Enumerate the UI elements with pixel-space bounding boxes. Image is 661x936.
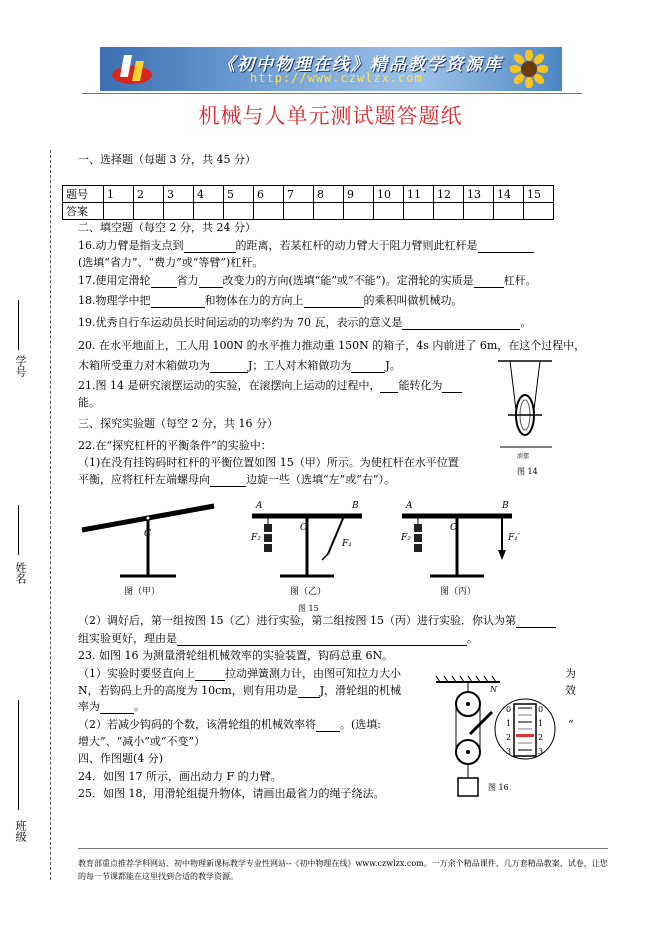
svg-text:F₁′: F₁′ [508, 533, 520, 543]
svg-text:1: 1 [538, 719, 544, 728]
answer-table [62, 185, 554, 220]
svg-text:O: O [450, 523, 458, 533]
question-20-line2: 木箱所受重力对木箱做功为 J；工人对木箱做功为 J。 [78, 359, 401, 372]
question-22-part1-line2: 平衡，应将杠杆左端螺母向 边旋一些（选填“左”或“右”）。 [78, 473, 395, 486]
table-row [63, 203, 554, 220]
question-23-intro: 23. 如图 16 为测量滑轮组机械效率的实验装置，钩码总重 6N。 [78, 649, 394, 662]
svg-text:B: B [502, 501, 509, 511]
question-16-line1: 16.动力臂是指支点到 的距离，若某杠杆的动力臂大于阻力臂则此杠杆是 [78, 239, 534, 253]
blank[interactable] [151, 275, 177, 288]
question-number: 12 [434, 186, 464, 203]
student-name-blank[interactable] [18, 505, 19, 555]
answer-cell[interactable] [314, 203, 344, 220]
answer-cell[interactable] [134, 203, 164, 220]
section1-heading: 一、选择题（每题 3 分，共 45 分） [78, 153, 256, 166]
fig15-caption: 图 15 [298, 604, 319, 613]
question-21-line1: 21.图 14 是研究滚摆运动的实验，在滚摆向上运动的过程中， 能转化为 [78, 379, 462, 393]
svg-text:F₂: F₂ [401, 533, 411, 543]
svg-text:F₁: F₁ [342, 539, 352, 549]
svg-text:N: N [490, 685, 497, 694]
fig15-yi-caption: 图（乙） [290, 587, 327, 597]
blank[interactable] [177, 633, 467, 646]
figure-15-jia [82, 506, 214, 597]
figure-15-yi [250, 501, 362, 597]
answer-cell[interactable] [194, 203, 224, 220]
question-16-line2: (选填“省力”、“费力”或“等臂”)杠杆。 [78, 256, 264, 269]
student-name-label: 姓名 [14, 562, 27, 584]
answer-cell[interactable] [404, 203, 434, 220]
svg-text:B: B [352, 501, 359, 511]
row-label-number: 题号 [63, 186, 104, 203]
answer-cell[interactable] [254, 203, 284, 220]
fig15-bing-caption: 图（丙） [440, 587, 477, 597]
svg-text:0: 0 [538, 705, 544, 714]
blank[interactable] [210, 360, 248, 373]
question-number: 10 [374, 186, 404, 203]
svg-text:F₂: F₂ [251, 533, 261, 543]
question-24: 24．如图 17 所示，画出动力 F 的力臂。 [78, 770, 282, 783]
answer-cell[interactable] [104, 203, 134, 220]
blank[interactable] [151, 295, 205, 308]
question-number: 15 [524, 186, 554, 203]
blank[interactable] [195, 668, 225, 681]
blank[interactable] [210, 474, 246, 487]
student-number-blank[interactable] [18, 300, 19, 350]
question-number: 7 [284, 186, 314, 203]
question-number: 2 [134, 186, 164, 203]
question-number: 9 [344, 186, 374, 203]
banner-title: 《初中物理在线》精品教学资源库 [218, 55, 503, 75]
header-rule [82, 93, 582, 94]
figure-14-maxwell-wheel [490, 355, 560, 480]
svg-text:2: 2 [538, 733, 544, 742]
question-23-part2-line2: 增大”、“减小”或“不变”） [78, 735, 206, 748]
svg-text:C: C [144, 529, 151, 539]
question-23-part1-line3: 率为 。 [78, 700, 145, 713]
blank[interactable] [516, 615, 556, 628]
figure-16-pulley [430, 674, 560, 809]
answer-cell[interactable] [374, 203, 404, 220]
class-label: 班级 [14, 820, 27, 842]
svg-text:O: O [300, 523, 308, 533]
section2-heading: 二、填空题（每空 2 分，共 24 分） [78, 221, 256, 234]
question-number: 11 [404, 186, 434, 203]
figure-15-lever-diagrams [72, 494, 562, 614]
question-22-part2-line2: 组实验更好，理由是 。 [78, 632, 478, 645]
fig14-caption: 图 14 [517, 467, 538, 476]
question-23-part1-line1: （1）实验时要竖直向上 拉动弹簧测力计，由图可知拉力大小 [78, 667, 401, 680]
question-25: 25．如图 18，用滑轮组提升物体，请画出最省力的绳子绕法。 [78, 787, 385, 800]
question-22-intro: 22.在“探究杠杆的平衡条件”的实验中： [78, 439, 272, 452]
question-21-line2: 能。 [78, 396, 100, 409]
blank[interactable] [199, 275, 223, 288]
svg-text:2: 2 [506, 733, 512, 742]
student-number-label: 学号 [14, 355, 27, 377]
blank[interactable] [100, 701, 134, 714]
fig16-caption: 图 16 [488, 783, 509, 792]
footer-rule [78, 848, 608, 849]
fig14-base-label: 滚摆 [517, 453, 530, 460]
blank[interactable] [442, 380, 462, 393]
question-number: 1 [104, 186, 134, 203]
page-title: 机械与人单元测试题答题纸 [198, 104, 463, 128]
svg-text:0: 0 [506, 705, 512, 714]
question-23-wei: 为 [565, 667, 576, 680]
answer-cell[interactable] [344, 203, 374, 220]
question-22-part1-line1: （1)在没有挂钩码时杠杆的平衡位置如图 15（甲）所示。为使杠杆在水平位置 [78, 456, 459, 469]
question-17: 17.使用定滑轮 省力 改变力的方向(选填“能”或“不能”)。定滑轮的实质是 杠杆。 [78, 274, 537, 287]
blank[interactable] [351, 360, 385, 373]
question-18: 18.物理学中把 和物体在力的方向上 的乘积叫做机械功。 [78, 294, 463, 307]
svg-text:A: A [256, 501, 263, 511]
svg-text:3: 3 [506, 747, 512, 756]
blank[interactable] [304, 295, 364, 308]
question-number: 5 [224, 186, 254, 203]
question-number: 4 [194, 186, 224, 203]
answer-cell[interactable] [524, 203, 554, 220]
question-22-part2-line1: （2）调好后，第一组按图 15（乙）进行实验，第二组按图 15（丙）进行实验．你认为第 [78, 614, 556, 628]
blank[interactable] [316, 719, 340, 732]
class-blank[interactable] [18, 700, 19, 810]
section4-heading: 四、作图题(4 分) [78, 752, 164, 765]
question-23-part1-line2: N，若钩码上升的高度为 10cm，则有用功是 J，滑轮组的机械 [78, 684, 402, 697]
blank[interactable] [402, 317, 520, 330]
blank[interactable] [298, 685, 320, 698]
question-number: 13 [464, 186, 494, 203]
question-19: 19.优秀自行车运动员长时间运动的功率约为 70 瓦，表示的意义是 。 [78, 316, 532, 329]
answer-cell[interactable] [224, 203, 254, 220]
blank[interactable] [478, 240, 534, 253]
svg-text:3: 3 [538, 747, 544, 756]
blank[interactable] [380, 380, 398, 393]
section3-heading: 三、探究实验题（每空 2 分，共 16 分） [78, 417, 278, 430]
footer-text: 教育部重点推荐学科网站、初中物理新课标教学专业性网站--《初中物理在线》www.czwlzx.com。一万余个精品课件、几万套精品教案、试卷，让您的每一节课都能在这里找到合适的教学资源。 [78, 859, 608, 881]
fig15-jia-caption: 图（甲） [124, 587, 161, 597]
blank[interactable] [184, 240, 236, 253]
answer-cell[interactable] [494, 203, 524, 220]
question-23-xiao: 效 [565, 684, 576, 697]
binding-line [50, 150, 51, 880]
svg-text:1: 1 [506, 719, 512, 728]
svg-text:A: A [406, 501, 413, 511]
banner-url[interactable]: http://www.czwlzx.com [250, 71, 423, 85]
answer-cell[interactable] [164, 203, 194, 220]
header-banner [100, 47, 562, 91]
answer-cell[interactable] [434, 203, 464, 220]
question-number: 6 [254, 186, 284, 203]
question-number: 14 [494, 186, 524, 203]
figure-15-bing [400, 501, 520, 597]
answer-cell[interactable] [464, 203, 494, 220]
question-23-part2-line1: （2）若减少钩码的个数，该滑轮组的机械效率将 。(选填: [78, 718, 381, 731]
answer-cell[interactable] [284, 203, 314, 220]
question-23-quote: “ [568, 718, 574, 731]
question-number: 3 [164, 186, 194, 203]
question-number: 8 [314, 186, 344, 203]
question-20-line1: 20. 在水平地面上，工人用 100N 的水平推力推动重 150N 的箱子，4s 内前进了 6m，在这个过程中， [78, 339, 586, 352]
table-row [63, 186, 554, 203]
sunflower-icon [510, 50, 548, 88]
row-label-answer: 答案 [63, 203, 104, 220]
site-logo-icon [110, 51, 154, 87]
blank[interactable] [474, 275, 504, 288]
